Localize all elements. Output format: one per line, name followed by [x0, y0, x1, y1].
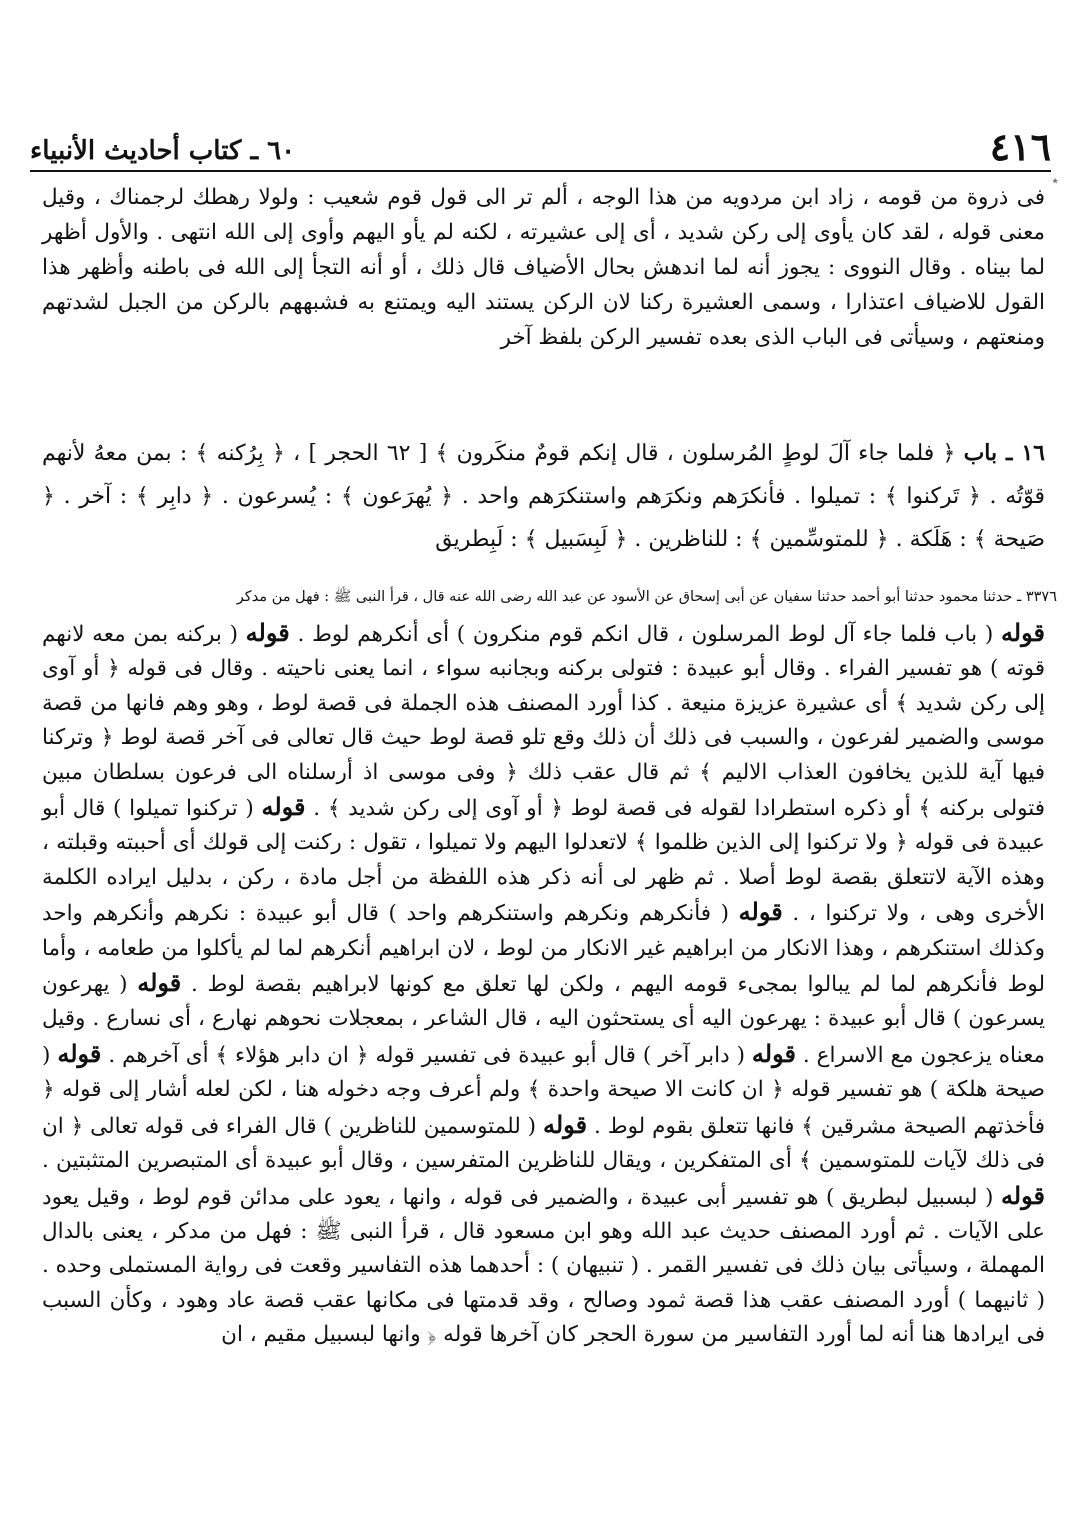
commentary-text: ( دابر آخر ) قال أبو عبيدة فى تفسير قوله ﴿ ان دابر هؤلاء ﴾ أى آخرهم .: [101, 1042, 752, 1068]
hadith-line: ٣٣٧٦ ـ حدثنا محمود حدثنا أبو أحمد حدثنا سفيان عن أبى إسحاق عن الأسود عن عبد الله رضى الله عنه قال ، قرأ النبى ﷺ : فهل من مدكر: [236, 589, 1057, 605]
commentary-text: ( للمتوسمين للناظرين ) قال الفراء فى قوله تعالى ﴿ ان فى ذلك لآيات للمتوسمين ﴾ أى المتفكرين ، ويقال للناظرين المتفرسين ، وقال أبو عبيدة أى المتبصرين المتثبتين .: [42, 1113, 1045, 1174]
keyword-qawluhu: قوله: [137, 968, 182, 998]
commentary-text: ( باب فلما جاء آل لوط المرسلون ، قال انكم قوم منكرون ) أى أنكرهم لوط .: [289, 622, 1001, 647]
commentary-text: ( صيحة هلكة ) هو تفسير قوله ﴿ ان كانت الا صيحة واحدة ﴾ ولم أعرف وجه دخوله هنا ، لكن لعله أشار إلى قوله ﴿ فأخذتهم الصيحة مشرقين ﴾ فانها تتعلق بقوم لوط .: [42, 1042, 1045, 1139]
keyword-qawluhu: قوله: [751, 1038, 796, 1068]
keyword-qawluhu: قوله: [1000, 1180, 1045, 1210]
chapter-paragraph: [42, 432, 1045, 561]
chapter-section: [42, 432, 1045, 561]
keyword-qawluhu: قوله: [738, 897, 783, 927]
keyword-qawluhu: قوله: [1000, 618, 1045, 647]
previous-paragraph: فى ذروة من قومه ، زاد ابن مردويه من هذا الوجه ، ألم تر الى قول قوم شعيب : ولولا رهطك لرجمناك ، وقيل معنى قوله ، لقد كان يأوى إلى ركن شديد ، أى إلى عشيرته ، لكنه لم يأو اليهم وأوى إلى الله انتهى . والأول أظهر لما بيناه . وقال النووى : يجوز أنه لما اندهش بحال الأضياف قال ذلك ، أو أنه التجأ إلى الله فى باطنه وأظهر هذا القول للاضياف اعتذارا ، وسمى العشيرة ركنا لان الركن يستند اليه ويمتنع به فشبههم بالركن من الجبل لشدتهم ومنعتهم ، وسيأتى فى الباب الذى بعده تفسير الركن بلفظ آخر: [42, 185, 1045, 350]
commentary-text: ( لبسبيل لبطريق ) هو تفسير أبى عبيدة ، والضمير فى قوله ، وانها ، يعود على مدائن قوم لوط ، وقيل يعود على الآيات . ثم أورد المصنف حديث عبد الله وهو ابن مسعود قال ، قرأ النبى ﷺ : فهل من مدكر ، يعنى بالدال المهملة ، وسيأتى بيان ذلك فى تفسير القمر . ( تنبيهان ) : أحدهما هذه التفاسير وقعت فى رواية المستملى وحده . ( ثانيهما ) أورد المصنف عقب هذا قصة ثمود وصالح ، وقد قدمتها فى مكانها عقب قصة عاد وهود ، وكأن السبب فى ايرادها هنا أنه لما أورد التفاسير من سورة الحجر كان آخرها قوله ﴿ وانها لبسبيل مقيم ، ان: [42, 1184, 1045, 1348]
keyword-qawluhu: قوله: [245, 618, 290, 647]
page-header: [30, 118, 1051, 172]
book-title: ٦٠ ـ كتاب أحاديث الأنبياء: [30, 136, 296, 166]
keyword-qawluhu: قوله: [57, 1038, 102, 1068]
page-number: ٤١٦: [989, 124, 1051, 169]
commentary-text: ( يهرعون يسرعون ) قال أبو عبيدة : يهرعون اليه أى يستحثون اليه ، قال الشاعر ، بمعجلات نحوهم نهارع ، أى نسارع . وقيل معناه يزعجون مع الاسراع .: [42, 972, 1045, 1068]
commentary-paragraph: [42, 616, 1045, 1353]
commentary-block: [42, 616, 1045, 1353]
commentary-text: ( تركنوا تميلوا ) قال أبو عبيدة فى قوله ﴿ ولا تركنوا إلى الذين ظلموا ﴾ لاتعدلوا اليهم ولا تميلوا ، تقول : ركنت إلى قولك أى أحببته وقبلته ، وهذه الآية لاتتعلق بقصة لوط أصلا . ثم ظهر لى أنه ذكر هذه اللفظة من أجل مادة ، ركن ، بدليل ايراده الكلمة الأخرى وهى ، ولا تركنوا ، .: [42, 796, 1045, 927]
corner-mark: ٭: [1051, 173, 1059, 189]
commentary-text: ( فأنكرهم ونكرهم واستنكرهم واحد ) قال أبو عبيدة : نكرهم وأنكرهم واحد وكذلك استنكرهم ، وهذا الانكار من ابراهيم غير الانكار من لوط ، لان ابراهيم أنكرهم لما لم يأكلوا من طعامه ، وأما لوط فأنكرهم لما لم يبالوا بمجىء قومه اليهم ، ولكن لها تعلق مع كونها لابراهيم بقصة لوط .: [42, 901, 1045, 998]
commentary-text: ( بركنه بمن معه لانهم قوته ) هو تفسير الفراء . وقال أبو عبيدة : فتولى بركنه وبجانبه سواء ، انما يعنى ناحيته . وقال فى قوله ﴿ أو آوى إلى ركن شديد ﴾ أى عشيرة عزيزة منيعة . كذا أورد المصنف هذه الجملة فى قصة لوط ، وهو وهم فانها من قصة موسى والضمير لفرعون ، والسبب فى ذلك أن ذلك وقع تلو قصة لوط حيث قال تعالى فى آخر قصة لوط ﴿ وتركنا فيها آية للذين يخافون العذاب الاليم ﴾ ثم قال عقب ذلك ﴿ وفى موسى اذ أرسلناه الى فرعون بسلطان مبين فتولى بركنه ﴾ أو ذكره استطرادا لقوله فى قصة لوط ﴿ أو آوى إلى ركن شديد ﴾ .: [42, 622, 1045, 822]
chapter-text: ﴿ فلما جاء آلَ لوطٍ المُرسلون ، قال إنكم قومٌ منكَرون ﴾ [ ٦٢ الحجر ] ، ﴿ بِرُكنه ﴾ : بمن معهُ لأنهم قوّتُه . ﴿ تَركنوا ﴾ : تميلوا . فأنكرَهم ونكرَهم واستنكرَهم واحد . ﴿ يُهرَعون ﴾ : يُسرعون . ﴿ دابِر ﴾ : آخر . ﴿ صَيحة ﴾ : هَلَكة . ﴿ للمتوسِّمين ﴾ : للناظرين . ﴿ لَبِسَبيل ﴾ : لَبِطريق: [42, 441, 1045, 552]
chapter-heading: ١٦ ـ باب: [963, 440, 1045, 466]
keyword-qawluhu: قوله: [542, 1109, 588, 1139]
keyword-qawluhu: قوله: [261, 792, 306, 822]
previous-commentary: [42, 180, 1045, 355]
